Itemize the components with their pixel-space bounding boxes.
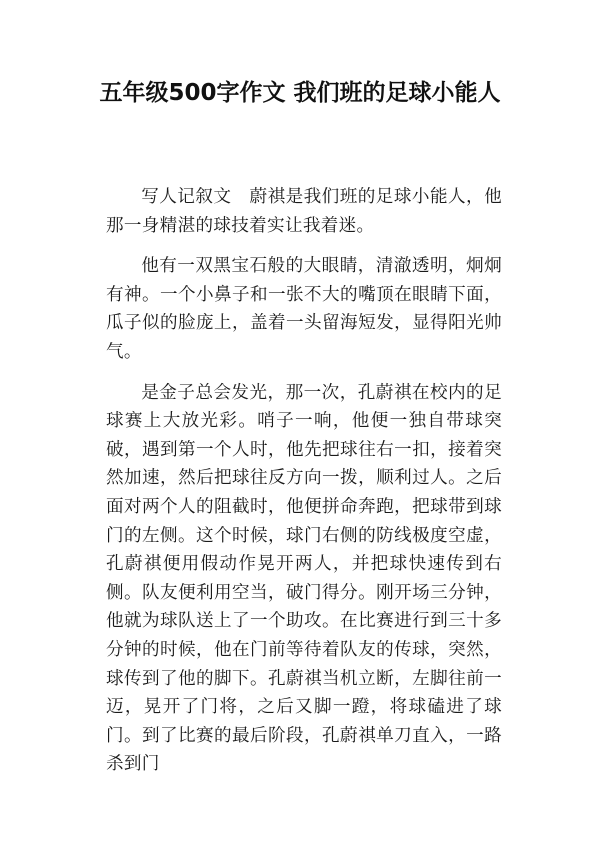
document-body [106, 183, 502, 791]
paragraph-match: 是金子总会发光，那一次，孔蔚祺在校内的足球赛上大放光彩。哨子一响，他便一独自带球突破，遇到第一个人时，他先把球往右一扣，接着突然加速，然后把球往反方向一拨，顺利过人。之后面对两个人的阻截时，他便拼命奔跑，把球带到球门的左侧。这个时候，球门右侧的防线极度空虚，孔蔚祺便用假动作晃开两人，并把球快速传到右侧。队友便利用空当，破门得分。刚开场三分钟，他就为球队送上了一个助攻。在比赛进行到三十多分钟的时候，他在门前等待着队友的传球，突然，球传到了他的脚下。孔蔚祺当机立断，左脚往前一迈，晃开了门将，之后又脚一蹬，将球磕进了球门。到了比赛的最后阶段，孔蔚祺单刀直入，一路杀到门 [106, 382, 502, 775]
paragraph-appearance: 他有一双黑宝石般的大眼睛，清澈透明，炯炯有神。一个小鼻子和一张不大的嘴顶在眼睛下面，瓜子似的脸庞上，盖着一头留海短发，显得阳光帅气。 [106, 256, 502, 362]
document-title: 五年级500字作文 我们班的足球小能人 [99, 80, 501, 106]
paragraph-intro: 写人记叙文 蔚祺是我们班的足球小能人，他那一身精湛的球技着实让我着迷。 [106, 187, 502, 236]
